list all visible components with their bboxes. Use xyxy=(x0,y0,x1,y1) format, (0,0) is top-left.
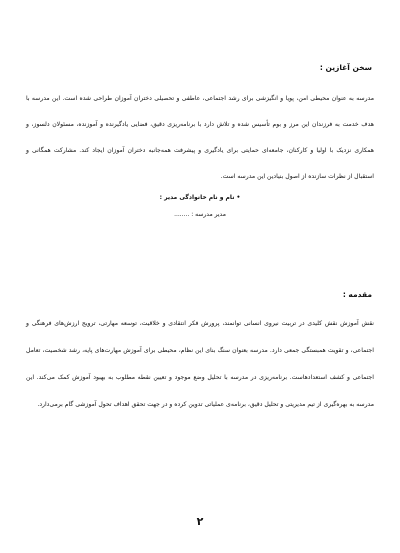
section-heading-intro: سخن آغازین : xyxy=(319,63,372,72)
intro-paragraph: مدرسه به عنوان محیطی امن، پویا و انگیزشی برای رشد اجتماعی، عاطفی و تحصیلی دختران آموزان طراحی شده است. این مدرسه با هدف خدمت به فرزندان این مرز و بوم تأسیس شده و تلاش دارد با برنامه‌ریزی دقیق، فضایی یادگیرنده و آموزنده، مسئولان دلسوز، و همکاری نزدیک با اولیا و کارکنان، جامعه‌ای حمایتی برای یادگیری و پیشرفت همه‌جانبه دختران آموزان ایجاد کند. مشارکت همگانی و استقبال از نظرات سازنده از اصول بنیادین این مدرسه است. xyxy=(26,95,374,180)
principal-name-label: • نام و نام خانوادگی مدیر : xyxy=(159,194,241,201)
preface-paragraph: نقش آموزش نقش کلیدی در تربیت نیروی انسانی توانمند، پرورش فکر انتقادی و خلاقیت، توسعه مهارتی، ترویج ارزش‌های فرهنگی و اجتماعی، و تقویت همبستگی جمعی دارد. مدرسه بعنوان سنگ بنای این نظام، محیطی برای آموزش مهارت‌های پایه، رشد شخصیت، تعامل اجتماعی و کشف استعدادهاست. برنامه‌ریزی در مدرسه با تحلیل وضع موجود و تعیین نقطه مطلوب به بهبود آموزش کمک می‌کند. این مدرسه به بهره‌گیری از تیم مدیریتی و تحلیل دقیق، برنامه‌ی عملیاتی تدوین کرده و در جهت تحقق اهداف تحول آموزشی گام برمی‌دارد. xyxy=(26,320,374,408)
page-number: ۲ xyxy=(196,515,204,528)
principal-signature-line: مدیر مدرسه : ........ xyxy=(174,211,226,218)
section-heading-preface: مقدمه : xyxy=(342,290,372,299)
